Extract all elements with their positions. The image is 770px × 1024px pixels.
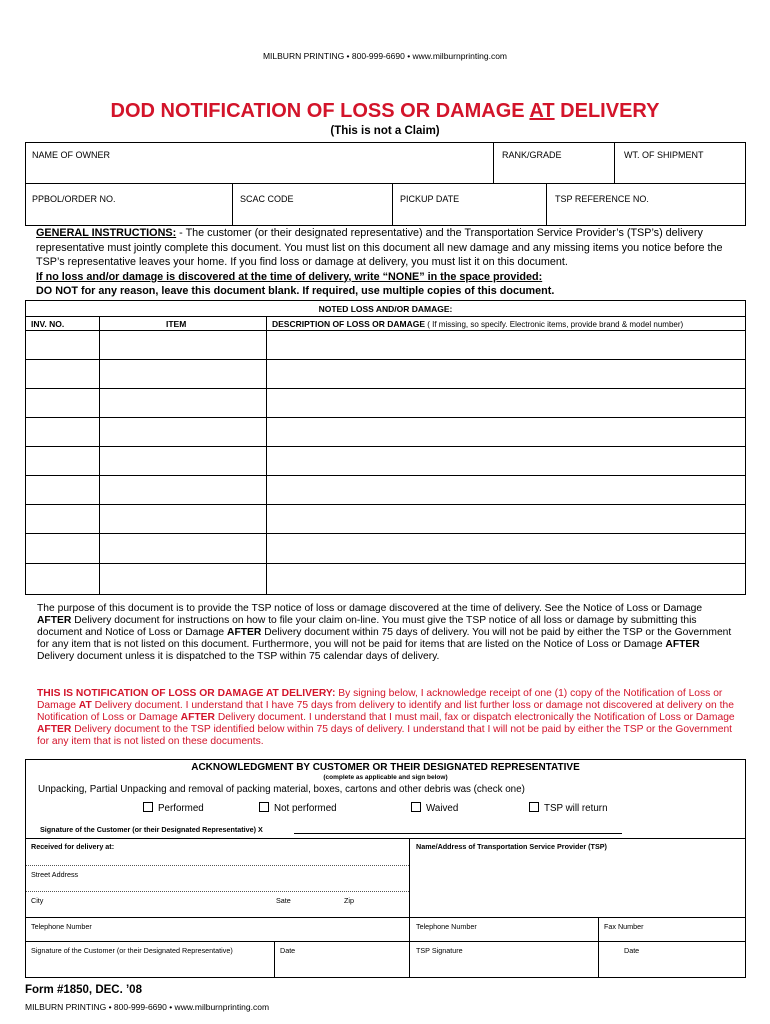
customer-date-field[interactable]: Date <box>280 946 296 955</box>
option-tsp-will-return[interactable]: TSP will return <box>529 802 608 814</box>
waived-checkbox[interactable] <box>411 802 421 812</box>
customer-signature-line[interactable] <box>294 833 622 834</box>
col-header-item: ITEM <box>166 319 187 329</box>
option-performed[interactable]: Performed <box>143 802 204 814</box>
general-instructions: GENERAL INSTRUCTIONS: - The customer (or their designated representative) and the Transportation Service Provider’s (TSP’s) delivery representative must jointly complete this document. You must list on this document all new damage and any missing items you notice before the TSP’s representative leaves your home. If you find loss or damage at delivery, you must list it on this document. If no loss and/or damage is discovered at the time of delivery, write “NONE” in the space provided: DO NOT for any reason, leave this document blank. If required, use multiple copies of this document. <box>36 227 723 297</box>
city-field[interactable]: City <box>31 896 44 905</box>
tsp-signature-field[interactable]: TSP Signature <box>416 946 463 955</box>
not-performed-checkbox[interactable] <box>259 802 269 812</box>
form-number: Form #1850, DEC. ’08 <box>25 984 142 996</box>
state-field[interactable]: Sate <box>276 896 291 905</box>
tsp-will-return-checkbox[interactable] <box>529 802 539 812</box>
do-not-leave-blank-instruction: DO NOT for any reason, leave this document blank. If required, use multiple copies of this document. <box>36 285 555 297</box>
name-of-owner-field[interactable]: NAME OF OWNER <box>32 150 110 160</box>
form-title: DOD NOTIFICATION OF LOSS OR DAMAGE AT DELIVERY <box>110 100 660 122</box>
acknowledgment-heading: ACKNOWLEDGMENT BY CUSTOMER OR THEIR DESIGNATED REPRESENTATIVE <box>191 762 580 773</box>
notification-paragraph: THIS IS NOTIFICATION OF LOSS OR DAMAGE AT DELIVERY: By signing below, I acknowledge receipt of one (1) copy of the Notification of Loss or Damage AT Delivery document. I understand that I have 75 days from delivery to identify and list further loss or damage not discovered at delivery on the Notification of Loss or Damage AFTER Delivery document. I understand that I must mail, fax or dispatch electronically the Notification of Loss or Damage AFTER Delivery document to the TSP identified below within 75 days of delivery. I understand that I will not be paid by either the TSP or the Government for any item that is not listed on these documents. <box>37 688 735 748</box>
scac-code-field[interactable]: SCAC CODE <box>240 194 294 204</box>
option-waived[interactable]: Waived <box>411 802 458 814</box>
received-for-delivery-label: Received for delivery at: <box>31 842 115 851</box>
printer-footer: MILBURN PRINTING • 800-999-6690 • www.milburnprinting.com <box>25 1002 270 1012</box>
purpose-paragraph: The purpose of this document is to provide the TSP notice of loss or damage discovered at the time of delivery. See the Notice of Loss or Damage AFTER Delivery document for instructions on how to file your claim on-line. You must give the TSP notice of all loss or damage by submitting this document and Notice of Loss or Damage AFTER Delivery document within 75 days of delivery. You will not be paid by either the TSP or the Government for any item that is not listed on this document. Furthermore, you will not be paid for items that are listed on the Notice of Loss or Damage AFTER Delivery document unless it is dispatched to the TSP within 75 calendar days of delivery. <box>37 603 732 663</box>
street-address-field[interactable]: Street Address <box>31 870 79 879</box>
form-subtitle: (This is not a Claim) <box>330 125 440 137</box>
pickup-date-field[interactable]: PICKUP DATE <box>400 194 460 204</box>
tsp-fax-field[interactable]: Fax Number <box>604 922 644 931</box>
weight-of-shipment-field[interactable]: WT. OF SHIPMENT <box>624 150 704 160</box>
tsp-reference-field[interactable]: TSP REFERENCE NO. <box>555 194 649 204</box>
col-header-inv-no: INV. NO. <box>31 319 65 329</box>
option-not-performed[interactable]: Not performed <box>259 802 337 814</box>
tsp-date-field[interactable]: Date <box>624 946 640 955</box>
col-header-description: DESCRIPTION OF LOSS OR DAMAGE ( If missing, so specify. Electronic items, provide brand & model number) <box>272 319 684 329</box>
tsp-telephone-field[interactable]: Telephone Number <box>416 922 477 931</box>
write-none-instruction: If no loss and/or damage is discovered at the time of delivery, write “NONE” in the space provided: <box>36 270 543 283</box>
customer-signature-field[interactable]: Signature of the Customer (or their Designated Representative) <box>31 946 233 955</box>
loss-damage-table <box>25 300 746 595</box>
zip-field[interactable]: Zip <box>344 896 354 905</box>
acknowledgment-box <box>25 759 746 978</box>
unpacking-statement: Unpacking, Partial Unpacking and removal of packing material, boxes, cartons and other debris was (check one) <box>38 784 525 795</box>
tsp-name-address-label: Name/Address of Transportation Service Provider (TSP) <box>416 842 607 851</box>
acknowledgment-subheading: (complete as applicable and sign below) <box>323 774 448 781</box>
rank-grade-field[interactable]: RANK/GRADE <box>502 150 562 160</box>
top-fields-box <box>25 142 746 226</box>
customer-signature-label: Signature of the Customer (or their Designated Representative) X <box>40 825 263 834</box>
customer-telephone-field[interactable]: Telephone Number <box>31 922 92 931</box>
table-caption: NOTED LOSS AND/OR DAMAGE: <box>318 304 453 314</box>
ppbol-order-field[interactable]: PPBOL/ORDER NO. <box>32 194 116 204</box>
printer-header: MILBURN PRINTING • 800-999-6690 • www.milburnprinting.com <box>262 51 508 61</box>
performed-checkbox[interactable] <box>143 802 153 812</box>
